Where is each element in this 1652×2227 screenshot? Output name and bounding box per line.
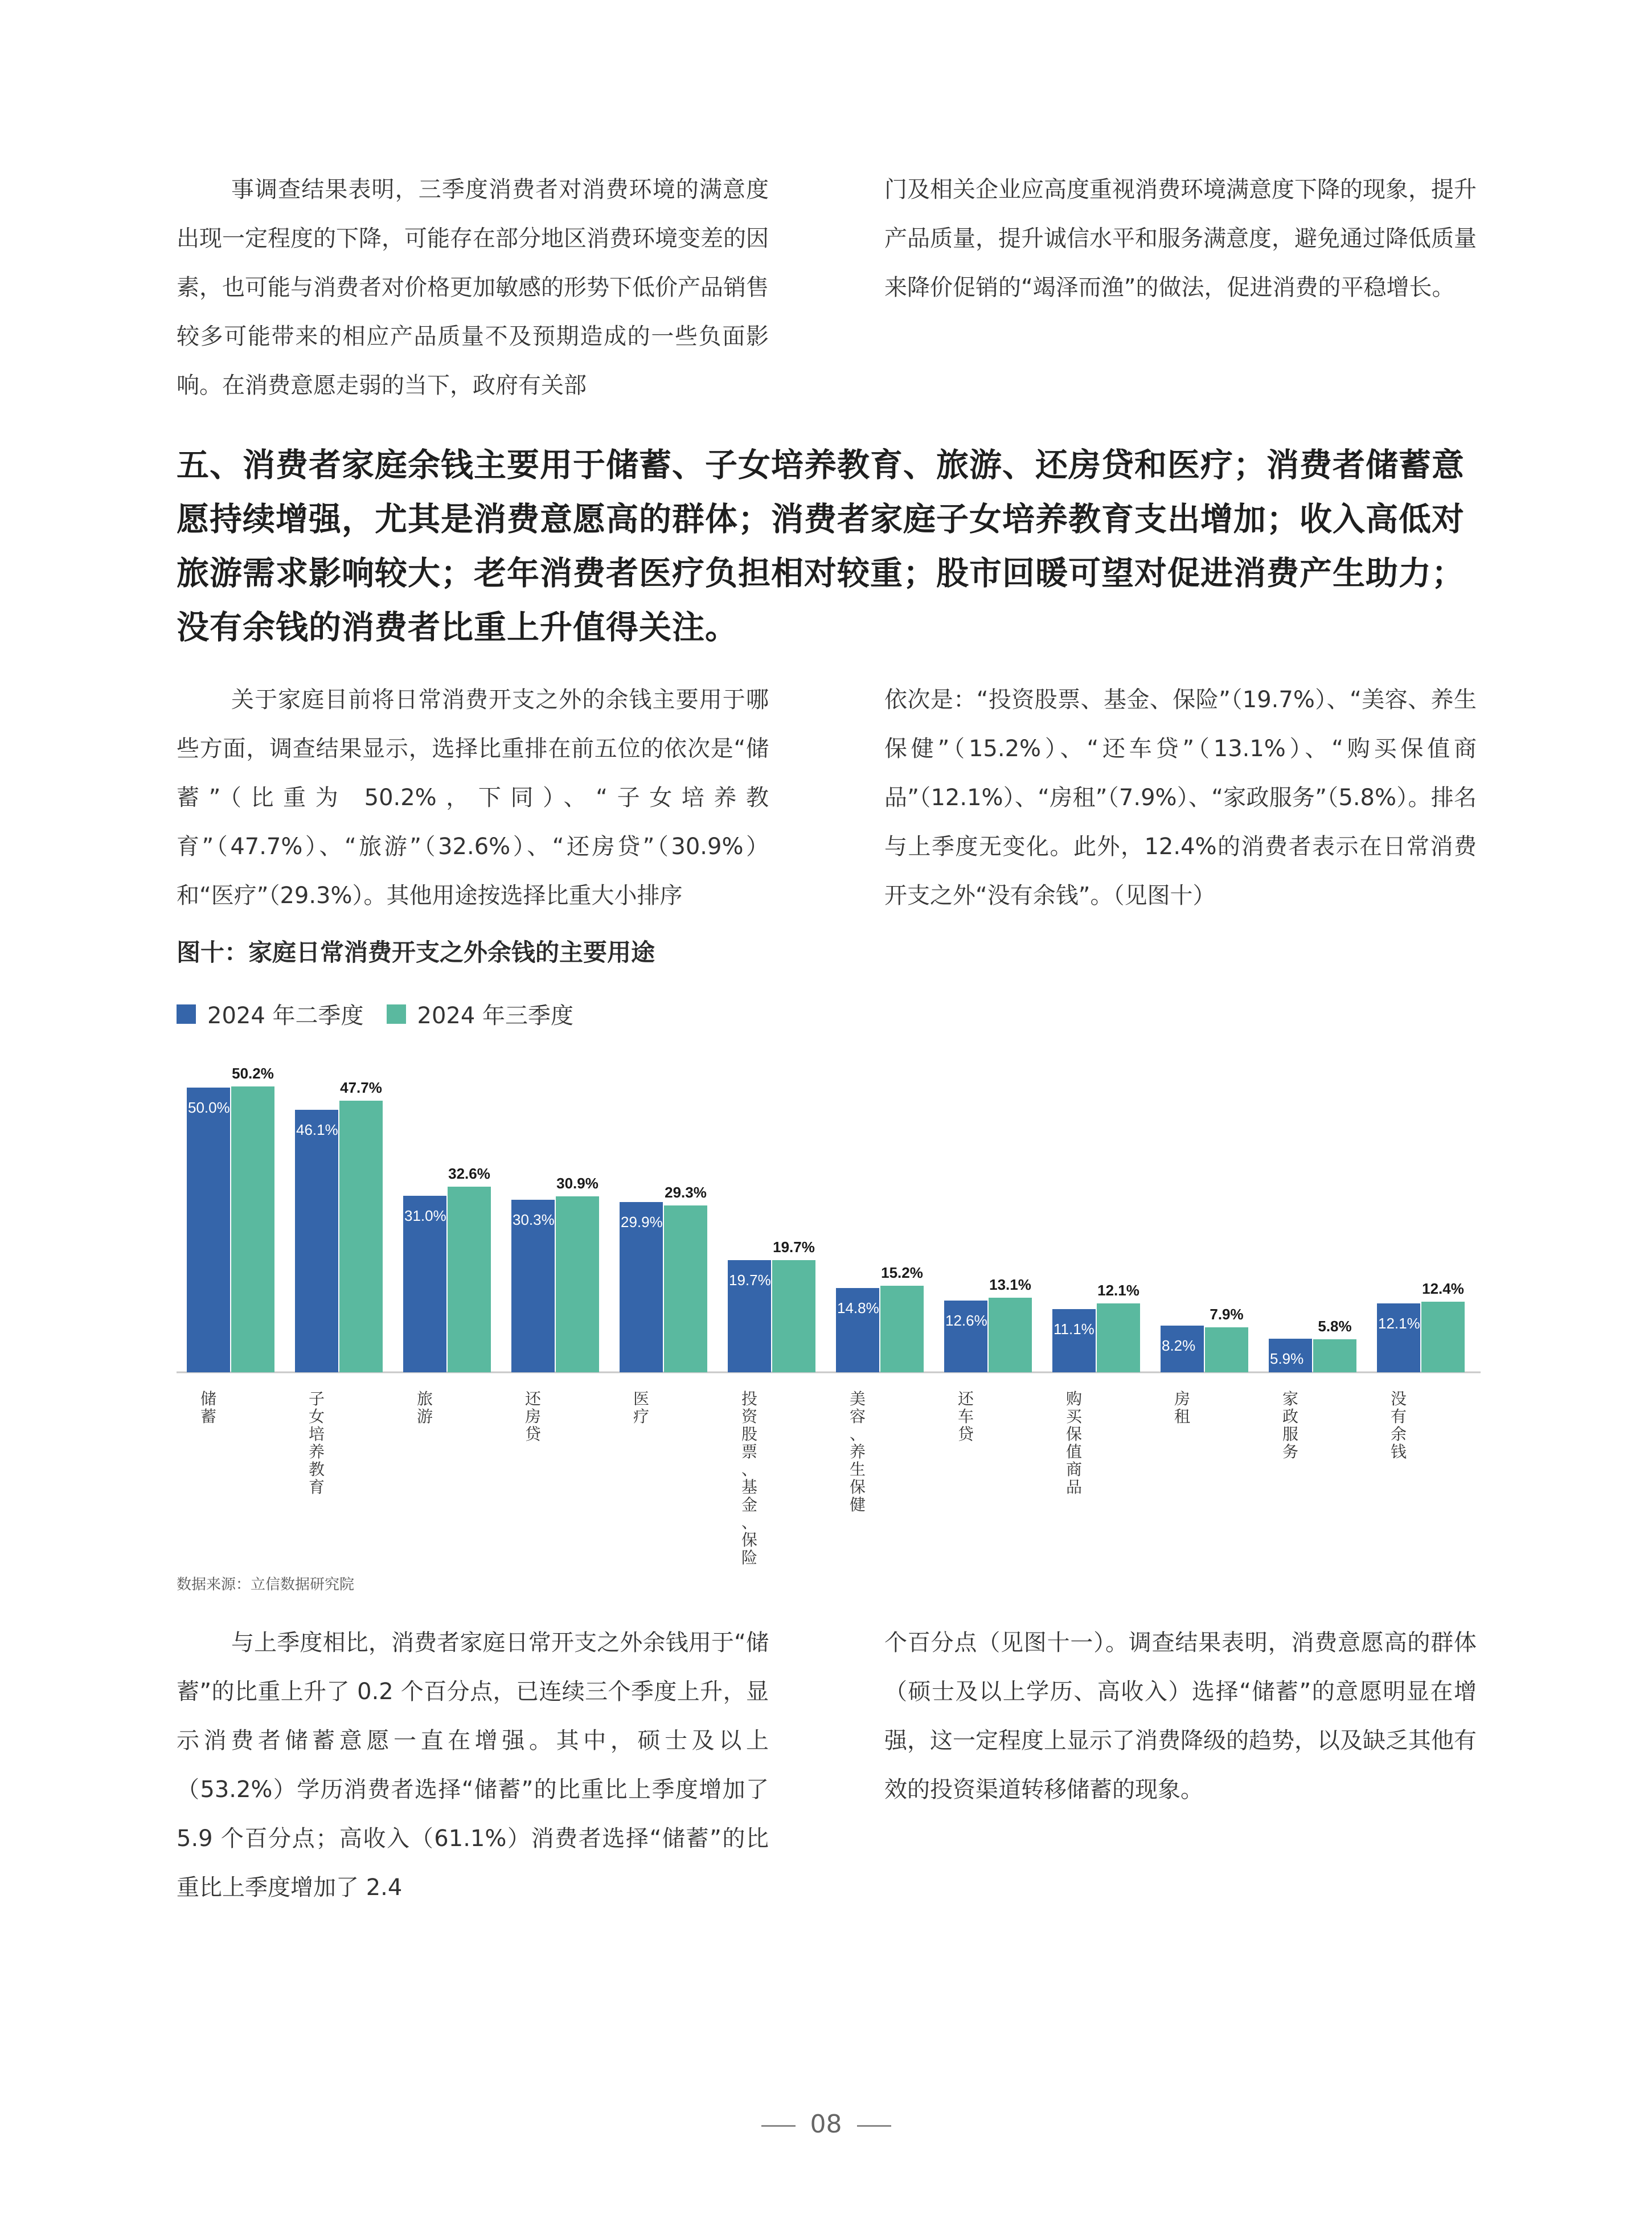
bar-q3-1	[339, 1101, 383, 1372]
category-label-5: 投资股票、基金、保险	[741, 1389, 758, 1567]
bar-q3-0	[231, 1086, 274, 1372]
bar-q2-7	[944, 1301, 987, 1372]
bottom-left-paragraph: 与上季度相比，消费者家庭日常开支之外余钱用于“储蓄”的比重上升了 0.2 个百分点，已连续三个季度上升，显示消费者储蓄意愿一直在增强。其中，硕士及以上（53.2%）学历消费者选择“储蓄”的比重比上季度增加了 5.9 个百分点；高收入（61.1%）消费者选择“储蓄”的比重比上季度增加了 2.4	[177, 1630, 769, 1901]
top-left-column	[177, 165, 769, 410]
mid-left-column	[177, 675, 769, 920]
legend-item-q3	[387, 998, 574, 1030]
bar-q3-8	[1097, 1303, 1140, 1372]
bar-label-q3-10: 5.8%	[1318, 1318, 1352, 1335]
category-label-4: 医疗	[633, 1389, 650, 1426]
bar-label-q2-5: 19.7%	[729, 1272, 771, 1289]
bar-label-q2-11: 12.1%	[1378, 1315, 1420, 1332]
category-label-10: 家政服务	[1282, 1389, 1299, 1461]
bar-label-q3-5: 19.7%	[773, 1238, 815, 1256]
bar-q3-9	[1205, 1327, 1248, 1372]
top-left-paragraph: 事调查结果表明，三季度消费者对消费环境的满意度出现一定程度的下降，可能存在部分地区消费环境变差的因素，也可能与消费者对价格更加敏感的形势下低价产品销售较多可能带来的相应产品质量不及预期造成的一些负面影响。在消费意愿走弱的当下，政府有关部	[177, 177, 769, 399]
bar-q3-2	[448, 1187, 491, 1372]
bar-label-q3-0: 50.2%	[232, 1065, 274, 1082]
category-label-6: 美容、养生保健	[849, 1389, 866, 1514]
category-label-8: 购买保值商品	[1065, 1389, 1083, 1496]
legend-swatch-q3	[387, 1004, 406, 1024]
bar-label-q3-2: 32.6%	[448, 1165, 490, 1182]
category-label-2: 旅游	[416, 1389, 433, 1426]
mid-left-paragraph: 关于家庭目前将日常消费开支之外的余钱主要用于哪些方面，调查结果显示，选择比重排在前五位的依次是“储蓄”（比重为 50.2%，下同）、“子女培养教育”（47.7%）、“旅游”（32.6%）、“还房贷”（30.9%）和“医疗”（29.3%）。其他用途按选择比重大小排序	[177, 687, 769, 909]
figure-title: 图十：家庭日常消费开支之外余钱的主要用途	[177, 938, 655, 966]
category-label-7: 还车贷	[957, 1389, 974, 1443]
legend-label-q3: 2024 年三季度	[417, 1003, 574, 1029]
bar-q3-5	[772, 1260, 815, 1372]
bar-label-q3-4: 29.3%	[665, 1184, 707, 1201]
legend-swatch-q2	[177, 1004, 196, 1024]
mid-right-paragraph: 依次是：“投资股票、基金、保险”（19.7%）、“美容、养生保健”（15.2%）、“还车贷”（13.1%）、“购买保值商品”（12.1%）、“房租”（7.9%）、“家政服务”（5.8%）。排名与上季度无变化。此外，12.4%的消费者表示在日常消费开支之外“没有余钱”。（见图十）	[884, 687, 1477, 909]
bar-q3-7	[989, 1298, 1032, 1372]
bar-q3-11	[1421, 1302, 1465, 1372]
bar-chart	[171, 1048, 1492, 1572]
bar-label-q2-10: 5.9%	[1270, 1350, 1304, 1367]
bar-label-q3-11: 12.4%	[1422, 1280, 1464, 1297]
legend-label-q2: 2024 年二季度	[207, 1003, 364, 1029]
bar-q3-4	[664, 1205, 707, 1372]
bar-label-q2-6: 14.8%	[837, 1299, 879, 1316]
top-right-column	[884, 165, 1477, 312]
bottom-right-column	[884, 1618, 1477, 1814]
bottom-right-paragraph: 个百分点（见图十一）。调查结果表明，消费意愿高的群体（硕士及以上学历、高收入）选择“储蓄”的意愿明显在增强，这一定程度上显示了消费降级的趋势，以及缺乏其他有效的投资渠道转移储蓄的现象。	[884, 1630, 1477, 1803]
bar-label-q3-8: 12.1%	[1097, 1282, 1139, 1299]
bar-label-q2-7: 12.6%	[945, 1312, 987, 1329]
bar-label-q2-1: 46.1%	[296, 1121, 338, 1138]
legend-item-q2	[177, 998, 364, 1030]
bar-q2-0	[187, 1088, 230, 1372]
bar-label-q2-8: 11.1%	[1053, 1320, 1094, 1338]
bottom-left-column	[177, 1618, 769, 1912]
bar-label-q3-7: 13.1%	[989, 1276, 1031, 1293]
bar-q2-8	[1052, 1309, 1096, 1372]
page-number-text: 08	[810, 2110, 842, 2139]
category-label-0: 储蓄	[200, 1389, 217, 1426]
category-label-1: 子女培养教育	[308, 1389, 325, 1496]
section-heading: 五、消费者家庭余钱主要用于储蓄、子女培养教育、旅游、还房贷和医疗；消费者储蓄意愿持续增强，尤其是消费意愿高的群体；消费者家庭子女培养教育支出增加；收入高低对旅游需求影响较大；老年消费者医疗负担相对较重；股市回暖可望对促进消费产生助力；没有余钱的消费者比重上升值得关注。	[177, 446, 1465, 646]
category-label-9: 房租	[1174, 1389, 1191, 1426]
bar-label-q3-9: 7.9%	[1210, 1306, 1244, 1323]
chart-legend	[177, 998, 596, 1030]
top-right-paragraph: 门及相关企业应高度重视消费环境满意度下降的现象，提升产品质量，提升诚信水平和服务满意度，避免通过降低质量来降价促销的“竭泽而渔”的做法，促进消费的平稳增长。	[884, 177, 1477, 301]
bar-label-q3-1: 47.7%	[340, 1079, 382, 1096]
bar-label-q2-9: 8.2%	[1162, 1337, 1196, 1354]
page-number	[0, 2110, 1652, 2139]
bar-label-q2-2: 31.0%	[404, 1207, 446, 1224]
bar-label-q2-0: 50.0%	[188, 1099, 230, 1116]
bar-q3-6	[880, 1286, 924, 1372]
bar-q2-11	[1377, 1303, 1420, 1372]
bar-q3-10	[1313, 1339, 1356, 1372]
bar-label-q2-4: 29.9%	[621, 1213, 663, 1231]
mid-right-column	[884, 675, 1477, 920]
category-label-3: 还房贷	[524, 1389, 542, 1443]
bar-label-q3-6: 15.2%	[881, 1264, 923, 1281]
bar-label-q2-3: 30.3%	[513, 1211, 555, 1228]
bar-q3-3	[556, 1196, 599, 1372]
page-rule-left	[761, 2125, 796, 2127]
page-rule-right	[857, 2125, 891, 2127]
category-label-11: 没有余钱	[1390, 1389, 1407, 1461]
data-source: 数据来源：立信数据研究院	[177, 1576, 355, 1593]
bar-q2-1	[295, 1110, 338, 1372]
bar-label-q3-3: 30.9%	[556, 1175, 599, 1192]
